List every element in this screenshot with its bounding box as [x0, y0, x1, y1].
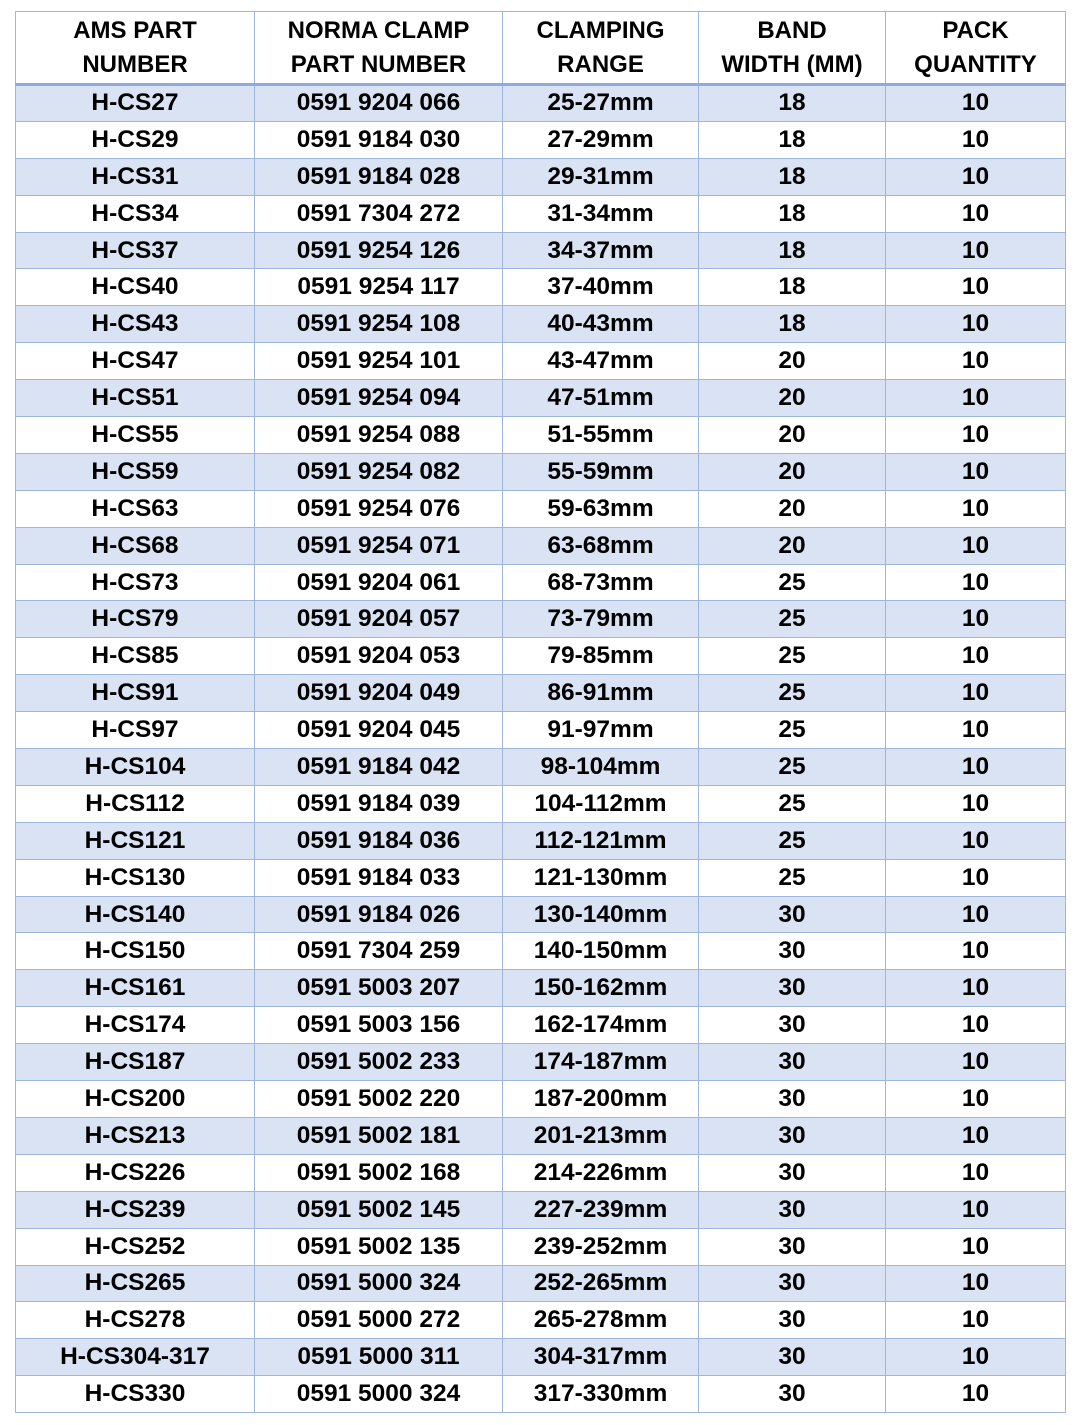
cell-norma-part-number: 0591 5003 207 [255, 970, 503, 1007]
table-row [16, 1007, 1066, 1044]
clamp-spec-sheet [15, 11, 1065, 1413]
cell-band-width: 18 [699, 269, 886, 306]
cell-clamping-range: 227-239mm [503, 1191, 699, 1228]
cell-pack-quantity: 10 [886, 675, 1066, 712]
cell-band-width: 25 [699, 822, 886, 859]
cell-pack-quantity: 10 [886, 195, 1066, 232]
cell-band-width: 20 [699, 343, 886, 380]
cell-norma-part-number: 0591 9254 117 [255, 269, 503, 306]
cell-norma-part-number: 0591 9254 088 [255, 417, 503, 454]
cell-ams-part-number: H-CS150 [16, 933, 255, 970]
cell-band-width: 18 [699, 232, 886, 269]
cell-band-width: 30 [699, 1044, 886, 1081]
cell-ams-part-number: H-CS252 [16, 1228, 255, 1265]
cell-norma-part-number: 0591 9254 108 [255, 306, 503, 343]
cell-norma-part-number: 0591 7304 259 [255, 933, 503, 970]
cell-pack-quantity: 10 [886, 970, 1066, 1007]
cell-band-width: 18 [699, 121, 886, 158]
cell-ams-part-number: H-CS304-317 [16, 1339, 255, 1376]
cell-ams-part-number: H-CS68 [16, 527, 255, 564]
cell-ams-part-number: H-CS43 [16, 306, 255, 343]
cell-ams-part-number: H-CS213 [16, 1117, 255, 1154]
cell-clamping-range: 43-47mm [503, 343, 699, 380]
header-row [16, 12, 1066, 85]
cell-clamping-range: 47-51mm [503, 380, 699, 417]
table-row [16, 675, 1066, 712]
cell-band-width: 20 [699, 380, 886, 417]
cell-clamping-range: 112-121mm [503, 822, 699, 859]
cell-ams-part-number: H-CS330 [16, 1376, 255, 1413]
table-row [16, 1265, 1066, 1302]
cell-pack-quantity: 10 [886, 417, 1066, 454]
table-row [16, 490, 1066, 527]
cell-band-width: 25 [699, 785, 886, 822]
table-row [16, 121, 1066, 158]
cell-ams-part-number: H-CS37 [16, 232, 255, 269]
header-ams-part-number: AMS PART NUMBER [16, 12, 255, 85]
cell-norma-part-number: 0591 5000 324 [255, 1265, 503, 1302]
cell-band-width: 25 [699, 749, 886, 786]
cell-band-width: 30 [699, 1007, 886, 1044]
cell-clamping-range: 162-174mm [503, 1007, 699, 1044]
cell-ams-part-number: H-CS278 [16, 1302, 255, 1339]
cell-norma-part-number: 0591 9204 057 [255, 601, 503, 638]
table-row [16, 85, 1066, 122]
cell-ams-part-number: H-CS85 [16, 638, 255, 675]
cell-clamping-range: 304-317mm [503, 1339, 699, 1376]
cell-clamping-range: 104-112mm [503, 785, 699, 822]
table-row [16, 269, 1066, 306]
cell-ams-part-number: H-CS51 [16, 380, 255, 417]
cell-clamping-range: 79-85mm [503, 638, 699, 675]
cell-pack-quantity: 10 [886, 453, 1066, 490]
cell-pack-quantity: 10 [886, 490, 1066, 527]
table-row [16, 970, 1066, 1007]
cell-pack-quantity: 10 [886, 1117, 1066, 1154]
cell-clamping-range: 239-252mm [503, 1228, 699, 1265]
cell-clamping-range: 34-37mm [503, 232, 699, 269]
cell-band-width: 30 [699, 1154, 886, 1191]
cell-norma-part-number: 0591 5002 181 [255, 1117, 503, 1154]
cell-pack-quantity: 10 [886, 1265, 1066, 1302]
cell-band-width: 20 [699, 527, 886, 564]
cell-norma-part-number: 0591 5000 311 [255, 1339, 503, 1376]
cell-clamping-range: 130-140mm [503, 896, 699, 933]
cell-clamping-range: 51-55mm [503, 417, 699, 454]
cell-pack-quantity: 10 [886, 232, 1066, 269]
table-row [16, 785, 1066, 822]
table-row [16, 417, 1066, 454]
cell-norma-part-number: 0591 5002 233 [255, 1044, 503, 1081]
cell-ams-part-number: H-CS79 [16, 601, 255, 638]
cell-norma-part-number: 0591 9204 045 [255, 712, 503, 749]
cell-norma-part-number: 0591 9204 053 [255, 638, 503, 675]
cell-pack-quantity: 10 [886, 1228, 1066, 1265]
cell-norma-part-number: 0591 9184 030 [255, 121, 503, 158]
table-row [16, 1376, 1066, 1413]
cell-band-width: 18 [699, 195, 886, 232]
cell-ams-part-number: H-CS29 [16, 121, 255, 158]
cell-ams-part-number: H-CS239 [16, 1191, 255, 1228]
cell-pack-quantity: 10 [886, 306, 1066, 343]
cell-ams-part-number: H-CS121 [16, 822, 255, 859]
cell-clamping-range: 98-104mm [503, 749, 699, 786]
cell-clamping-range: 73-79mm [503, 601, 699, 638]
cell-clamping-range: 201-213mm [503, 1117, 699, 1154]
cell-ams-part-number: H-CS161 [16, 970, 255, 1007]
cell-ams-part-number: H-CS226 [16, 1154, 255, 1191]
cell-pack-quantity: 10 [886, 564, 1066, 601]
cell-pack-quantity: 10 [886, 1044, 1066, 1081]
table-row [16, 859, 1066, 896]
cell-norma-part-number: 0591 5002 168 [255, 1154, 503, 1191]
cell-pack-quantity: 10 [886, 601, 1066, 638]
cell-ams-part-number: H-CS34 [16, 195, 255, 232]
cell-pack-quantity: 10 [886, 785, 1066, 822]
table-row [16, 1081, 1066, 1118]
cell-band-width: 25 [699, 564, 886, 601]
cell-ams-part-number: H-CS130 [16, 859, 255, 896]
table-row [16, 749, 1066, 786]
cell-band-width: 30 [699, 1228, 886, 1265]
cell-band-width: 30 [699, 1265, 886, 1302]
cell-norma-part-number: 0591 5002 220 [255, 1081, 503, 1118]
cell-norma-part-number: 0591 9254 076 [255, 490, 503, 527]
table-row [16, 306, 1066, 343]
header-clamping-range: CLAMPING RANGE [503, 12, 699, 85]
cell-band-width: 25 [699, 638, 886, 675]
cell-clamping-range: 68-73mm [503, 564, 699, 601]
cell-band-width: 25 [699, 675, 886, 712]
cell-ams-part-number: H-CS40 [16, 269, 255, 306]
cell-pack-quantity: 10 [886, 1007, 1066, 1044]
cell-clamping-range: 140-150mm [503, 933, 699, 970]
cell-clamping-range: 214-226mm [503, 1154, 699, 1191]
cell-band-width: 25 [699, 859, 886, 896]
cell-norma-part-number: 0591 9254 071 [255, 527, 503, 564]
cell-pack-quantity: 10 [886, 1081, 1066, 1118]
cell-norma-part-number: 0591 5000 272 [255, 1302, 503, 1339]
cell-pack-quantity: 10 [886, 859, 1066, 896]
table-row [16, 195, 1066, 232]
cell-norma-part-number: 0591 9254 094 [255, 380, 503, 417]
table-row [16, 1154, 1066, 1191]
cell-pack-quantity: 10 [886, 1339, 1066, 1376]
cell-norma-part-number: 0591 5002 145 [255, 1191, 503, 1228]
cell-pack-quantity: 10 [886, 638, 1066, 675]
cell-clamping-range: 91-97mm [503, 712, 699, 749]
cell-pack-quantity: 10 [886, 933, 1066, 970]
cell-ams-part-number: H-CS63 [16, 490, 255, 527]
cell-ams-part-number: H-CS174 [16, 1007, 255, 1044]
cell-band-width: 18 [699, 158, 886, 195]
table-row [16, 1117, 1066, 1154]
cell-pack-quantity: 10 [886, 343, 1066, 380]
table-body [16, 85, 1066, 1413]
cell-ams-part-number: H-CS200 [16, 1081, 255, 1118]
cell-clamping-range: 55-59mm [503, 453, 699, 490]
cell-clamping-range: 27-29mm [503, 121, 699, 158]
table-row [16, 1302, 1066, 1339]
cell-norma-part-number: 0591 9204 049 [255, 675, 503, 712]
cell-pack-quantity: 10 [886, 85, 1066, 122]
cell-band-width: 30 [699, 1302, 886, 1339]
cell-norma-part-number: 0591 9184 026 [255, 896, 503, 933]
table-row [16, 601, 1066, 638]
cell-pack-quantity: 10 [886, 269, 1066, 306]
table-row [16, 638, 1066, 675]
cell-ams-part-number: H-CS31 [16, 158, 255, 195]
table-row [16, 453, 1066, 490]
cell-norma-part-number: 0591 7304 272 [255, 195, 503, 232]
cell-ams-part-number: H-CS112 [16, 785, 255, 822]
cell-norma-part-number: 0591 9184 042 [255, 749, 503, 786]
cell-ams-part-number: H-CS97 [16, 712, 255, 749]
cell-pack-quantity: 10 [886, 822, 1066, 859]
cell-band-width: 30 [699, 933, 886, 970]
table-row [16, 564, 1066, 601]
cell-clamping-range: 86-91mm [503, 675, 699, 712]
table-row [16, 527, 1066, 564]
cell-band-width: 20 [699, 453, 886, 490]
cell-pack-quantity: 10 [886, 158, 1066, 195]
cell-band-width: 20 [699, 417, 886, 454]
cell-clamping-range: 252-265mm [503, 1265, 699, 1302]
cell-ams-part-number: H-CS140 [16, 896, 255, 933]
header-band-width: BAND WIDTH (MM) [699, 12, 886, 85]
table-row [16, 343, 1066, 380]
cell-clamping-range: 265-278mm [503, 1302, 699, 1339]
header-norma-clamp-part-number: NORMA CLAMP PART NUMBER [255, 12, 503, 85]
cell-band-width: 30 [699, 1339, 886, 1376]
table-row [16, 1191, 1066, 1228]
cell-band-width: 30 [699, 896, 886, 933]
cell-band-width: 20 [699, 490, 886, 527]
table-row [16, 232, 1066, 269]
cell-clamping-range: 317-330mm [503, 1376, 699, 1413]
cell-band-width: 30 [699, 1081, 886, 1118]
table-row [16, 1228, 1066, 1265]
cell-clamping-range: 150-162mm [503, 970, 699, 1007]
clamp-table [15, 11, 1066, 1413]
cell-clamping-range: 174-187mm [503, 1044, 699, 1081]
table-row [16, 158, 1066, 195]
cell-norma-part-number: 0591 9254 082 [255, 453, 503, 490]
cell-norma-part-number: 0591 5003 156 [255, 1007, 503, 1044]
cell-norma-part-number: 0591 5000 324 [255, 1376, 503, 1413]
cell-ams-part-number: H-CS73 [16, 564, 255, 601]
cell-band-width: 30 [699, 1117, 886, 1154]
table-row [16, 380, 1066, 417]
cell-clamping-range: 25-27mm [503, 85, 699, 122]
cell-pack-quantity: 10 [886, 1302, 1066, 1339]
table-row [16, 896, 1066, 933]
cell-norma-part-number: 0591 9204 066 [255, 85, 503, 122]
cell-clamping-range: 37-40mm [503, 269, 699, 306]
cell-ams-part-number: H-CS91 [16, 675, 255, 712]
cell-clamping-range: 29-31mm [503, 158, 699, 195]
table-row [16, 1339, 1066, 1376]
cell-norma-part-number: 0591 9184 033 [255, 859, 503, 896]
cell-pack-quantity: 10 [886, 896, 1066, 933]
cell-ams-part-number: H-CS104 [16, 749, 255, 786]
cell-ams-part-number: H-CS55 [16, 417, 255, 454]
cell-norma-part-number: 0591 9184 036 [255, 822, 503, 859]
cell-ams-part-number: H-CS265 [16, 1265, 255, 1302]
cell-norma-part-number: 0591 9254 101 [255, 343, 503, 380]
cell-pack-quantity: 10 [886, 1376, 1066, 1413]
cell-norma-part-number: 0591 9184 039 [255, 785, 503, 822]
cell-norma-part-number: 0591 5002 135 [255, 1228, 503, 1265]
cell-band-width: 25 [699, 601, 886, 638]
cell-pack-quantity: 10 [886, 712, 1066, 749]
cell-norma-part-number: 0591 9204 061 [255, 564, 503, 601]
cell-ams-part-number: H-CS187 [16, 1044, 255, 1081]
cell-pack-quantity: 10 [886, 380, 1066, 417]
cell-pack-quantity: 10 [886, 749, 1066, 786]
table-row [16, 822, 1066, 859]
cell-band-width: 30 [699, 1191, 886, 1228]
cell-pack-quantity: 10 [886, 1191, 1066, 1228]
cell-band-width: 18 [699, 306, 886, 343]
cell-clamping-range: 40-43mm [503, 306, 699, 343]
table-row [16, 933, 1066, 970]
cell-band-width: 30 [699, 970, 886, 1007]
cell-norma-part-number: 0591 9184 028 [255, 158, 503, 195]
cell-band-width: 25 [699, 712, 886, 749]
cell-ams-part-number: H-CS47 [16, 343, 255, 380]
cell-clamping-range: 59-63mm [503, 490, 699, 527]
cell-clamping-range: 121-130mm [503, 859, 699, 896]
cell-norma-part-number: 0591 9254 126 [255, 232, 503, 269]
table-row [16, 712, 1066, 749]
cell-pack-quantity: 10 [886, 527, 1066, 564]
cell-clamping-range: 187-200mm [503, 1081, 699, 1118]
cell-band-width: 30 [699, 1376, 886, 1413]
cell-ams-part-number: H-CS27 [16, 85, 255, 122]
cell-band-width: 18 [699, 85, 886, 122]
table-row [16, 1044, 1066, 1081]
cell-pack-quantity: 10 [886, 1154, 1066, 1191]
cell-clamping-range: 31-34mm [503, 195, 699, 232]
header-pack-quantity: PACK QUANTITY [886, 12, 1066, 85]
cell-ams-part-number: H-CS59 [16, 453, 255, 490]
cell-clamping-range: 63-68mm [503, 527, 699, 564]
cell-pack-quantity: 10 [886, 121, 1066, 158]
